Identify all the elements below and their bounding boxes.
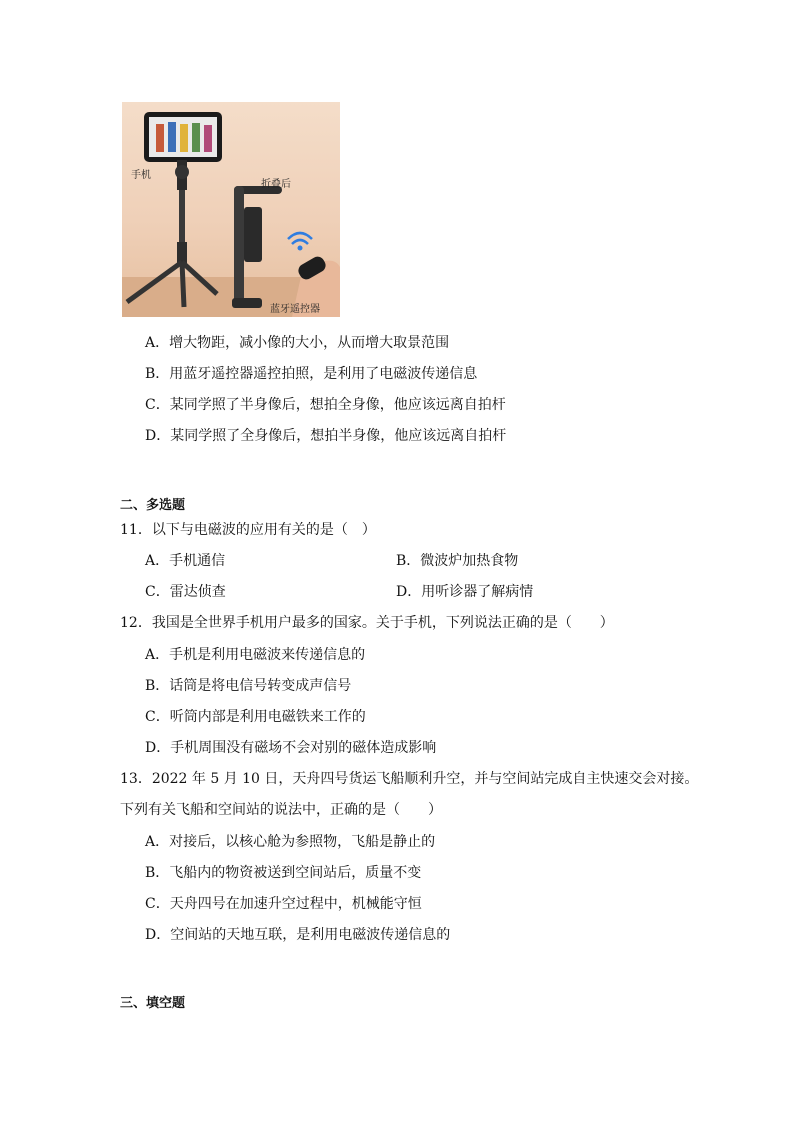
q13-option-a: A．对接后，以核心舱为参照物，飞船是静止的 — [145, 834, 436, 850]
q11-option-a: A．手机通信 — [145, 553, 226, 569]
q13-stem-line2: 下列有关飞船和空间站的说法中，正确的是（ ） — [120, 802, 442, 818]
q12-option-b: B．话筒是将电信号转变成声信号 — [145, 678, 352, 694]
label-remote: 蓝牙遥控器 — [270, 304, 320, 315]
label-phone: 手机 — [131, 170, 151, 181]
q10-option-c: C．某同学照了半身像后，想拍全身像，他应该远离自拍杆 — [145, 397, 506, 413]
q11-option-b: B．微波炉加热食物 — [396, 553, 519, 569]
q12-option-a: A．手机是利用电磁波来传递信息的 — [145, 647, 366, 663]
q13-option-c: C．天舟四号在加速升空过程中，机械能守恒 — [145, 896, 422, 912]
selfie-stick-figure — [122, 102, 340, 317]
selfie-stick-illustration — [122, 102, 340, 317]
label-folded: 折叠后 — [261, 179, 291, 190]
section-heading-multiple-choice: 二、多选题 — [120, 498, 186, 513]
q11-option-d: D．用听诊器了解病情 — [396, 584, 534, 600]
q13-stem-line1: 13．2022 年 5 月 10 日，天舟四号货运飞船顺利升空，并与空间站完成自主快速交会对接。 — [120, 771, 699, 787]
q12-option-d: D．手机周围没有磁场不会对别的磁体造成影响 — [145, 740, 437, 756]
q11-option-c: C．雷达侦查 — [145, 584, 226, 600]
tripod-leg — [182, 262, 184, 307]
wifi-signal-icon — [292, 240, 308, 244]
q12-stem: 12．我国是全世界手机用户最多的国家。关于手机，下列说法正确的是（ ） — [120, 615, 614, 631]
q10-option-d: D．某同学照了全身像后，想拍半身像，他应该远离自拍杆 — [145, 428, 507, 444]
q13-option-d: D．空间站的天地互联，是利用电磁波传递信息的 — [145, 927, 451, 943]
q13-option-b: B．飞船内的物资被送到空间站后，质量不变 — [145, 865, 422, 881]
q12-option-c: C．听筒内部是利用电磁铁来工作的 — [145, 709, 366, 725]
q10-option-a: A．增大物距，减小像的大小，从而增大取景范围 — [145, 335, 450, 351]
selfie-pole — [179, 190, 185, 250]
q10-option-b: B．用蓝牙遥控器遥控拍照，是利用了电磁波传递信息 — [145, 366, 478, 382]
q11-stem: 11．以下与电磁波的应用有关的是（ ） — [120, 522, 376, 538]
section-heading-fill-in: 三、填空题 — [120, 996, 186, 1011]
